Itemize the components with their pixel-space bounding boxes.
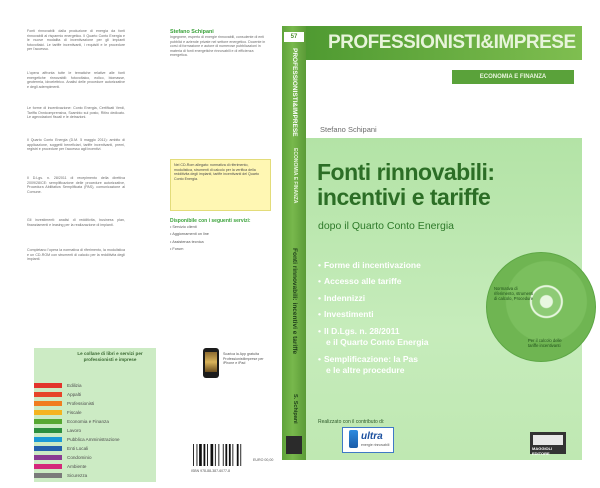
series-color-swatch (34, 383, 62, 388)
series-list-label: Professionisti (67, 401, 95, 406)
cd-label-text: Per il calcolo delle tariffe incentivanti (528, 338, 562, 348)
publisher-name: MAGGIOLI EDITORE (532, 446, 553, 456)
bullet-item-continuation: e le altre procedure (326, 365, 405, 375)
service-item: • Assistenza tecnica (170, 239, 204, 244)
series-color-swatch (34, 473, 62, 478)
services-box (170, 218, 271, 254)
back-paragraph: Gli investimenti: analisi di redditivita, business plan, finanziamenti e leasing per la realizzazione di impianti. (27, 218, 125, 227)
series-color-swatch (34, 392, 62, 397)
spine-number: 57 (284, 32, 304, 42)
sponsor-subtitle: energie rinnovabili (361, 443, 390, 447)
series-color-swatch (34, 410, 62, 415)
series-color-swatch (34, 428, 62, 433)
spine-author: S. Schipani (292, 394, 298, 424)
series-list-item (34, 454, 156, 461)
series-list-heading: Le collane di libri e servizi per professionisti e imprese (77, 351, 143, 362)
bullet-item: • Il D.Lgs. n. 28/2011 (318, 326, 400, 336)
series-color-swatch (34, 419, 62, 424)
author-box (170, 29, 271, 58)
title-line: Fonti rinnovabili: (317, 159, 495, 185)
spine-series: PROFESSIONISTI&IMPRESE (291, 48, 298, 137)
series-color-swatch (34, 455, 62, 460)
book-title (317, 160, 495, 210)
series-color-swatch (34, 446, 62, 451)
title-line: incentivi e tariffe (317, 184, 491, 210)
sponsor-label: Realizzato con il contributo di: (318, 419, 385, 425)
series-list-item (34, 409, 156, 416)
cd-note-box (170, 159, 271, 211)
title-panel (306, 138, 582, 460)
back-paragraph: Il D.Lgs. n. 28/2011 di recepimento della direttiva 2009/28/CE: semplificazione delle procedure autorizzative, Procedura Abilitativa Semplificata (PAS), comunicazione al Comune. (27, 176, 125, 194)
series-list-label: Pubblica Amministrazione (67, 437, 120, 442)
back-paragraph: Le forme di incentivazione: Conto Energia, Certificati Verdi, Tariffa Onnicomprensiva, Scambio sul posto, Ritiro dedicato. Le agevolazioni fiscali e le detrazioni. (27, 106, 125, 120)
front-cover (306, 26, 582, 460)
back-paragraph: Fonti rinnovabili: dalla produzione di energia da fonti rinnovabili al risparmio energetico. Il Quarto Conto Energia e le nuove modalita di incentivazione per gli impianti fotovoltaici. Le tariffe incentivanti, i requisiti e le procedure per l'accesso. (27, 29, 125, 52)
series-list-label: Enti Locali (67, 446, 89, 451)
services-heading: Disponibile con i seguenti servizi: (170, 218, 251, 224)
series-list-item (34, 472, 156, 479)
service-item: • Servizio clienti (170, 225, 197, 229)
series-list-label: Fiscale (67, 410, 82, 415)
barcode (191, 444, 249, 476)
series-list-label: Edilizia (67, 383, 82, 388)
back-cover (27, 26, 281, 478)
service-item: • Aggiornamenti on line (170, 232, 209, 237)
series-list-item (34, 391, 156, 398)
series-list-item (34, 427, 156, 434)
sponsor-logo (342, 427, 394, 453)
cd-note-text: Nel CD-Rom allegato: normativa di riferimento, modulistica, strumenti di calcolo per la verifica della redditivita degli impianti, tariffe incentivanti del Quarto Conto Energia. (174, 163, 260, 181)
bullet-item: • Investimenti (318, 309, 374, 319)
back-paragraph: Completano l'opera la normativa di riferimento, la modulistica e un CD-ROM con strumenti di calcolo per la redditivita degli impianti. (27, 248, 125, 262)
isbn-text: ISBN 978-88-387-6077-8 (191, 469, 231, 473)
bullet-item: • Indennizzi (318, 293, 366, 303)
cd-label-text: Normativa di riferimento, strumenti di calcolo, Procedure (494, 286, 534, 301)
smartphone-image (203, 348, 219, 378)
publisher-logo (530, 432, 566, 454)
series-brand: PROFESSIONISTI&IMPRESE (328, 32, 576, 53)
app-note: Scarica la App gratuita ProfessionistiImprese per iPhone e iPad (223, 352, 264, 366)
book-subtitle: dopo il Quarto Conto Energia (318, 220, 455, 232)
bullet-item-continuation: e il Quarto Conto Energia (326, 337, 429, 347)
back-paragraph: L'opera affronta tutte le tematiche relative alle fonti energetiche rinnovabili: fotovoltaico, eolico, biomasse, geotermia, idroelettrico. Analisi delle procedure autorizzative e degli adempimenti. (27, 71, 125, 89)
series-list-item (34, 382, 156, 389)
book-spine (282, 26, 306, 460)
series-list-label: Sicurezza (67, 473, 88, 478)
series-list-item (34, 400, 156, 407)
series-list-label: Economia e Finanza (67, 419, 109, 424)
service-item: • Forum (170, 247, 184, 252)
price-label: EURO 00,00 (253, 458, 274, 462)
series-banner (306, 26, 582, 60)
series-list-box (34, 348, 156, 482)
series-list-label: Condominio (67, 455, 92, 460)
series-list-item (34, 418, 156, 425)
spine-publisher-logo (286, 436, 302, 454)
spine-title: Fonti rinnovabili: incentivi e tariffe (291, 248, 298, 355)
bullet-item: • Forme di incentivazione (318, 260, 421, 270)
category-badge: ECONOMIA E FINANZA (452, 70, 574, 84)
bullet-item: • Accesso alle tariffe (318, 276, 402, 286)
spine-category: ECONOMIA E FINANZA (292, 148, 298, 204)
series-list-item (34, 436, 156, 443)
back-paragraph: Il Quarto Conto Energia (D.M. 5 maggio 2011): ambito di applicazione, soggetti beneficiari, tariffe incentivanti, premi, registri e procedure per l'accesso agli incentivi. (27, 138, 125, 152)
series-list-label: Ambiente (67, 464, 87, 469)
series-color-swatch (34, 401, 62, 406)
series-list-label: Appalti (67, 392, 82, 397)
series-list-label: Lavoro (67, 428, 82, 433)
sponsor-name: ultra (361, 431, 383, 442)
series-color-swatch (34, 437, 62, 442)
bullet-item: • Semplificazione: la Pas (318, 354, 418, 364)
author-heading: Stefano Schipani (170, 29, 214, 35)
series-list-item (34, 463, 156, 470)
author-name: Stefano Schipani (320, 125, 377, 134)
author-bio: Ingegnere, esperto di energie rinnovabili, consulente di enti pubblici e aziende private nel settore energetico. Docente in corsi di formazione e autore di numerose pubblicazioni in materia di fonti energetiche rinnovabili e di efficienza energetica. (170, 35, 266, 58)
series-color-swatch (34, 464, 62, 469)
series-list-item (34, 445, 156, 452)
